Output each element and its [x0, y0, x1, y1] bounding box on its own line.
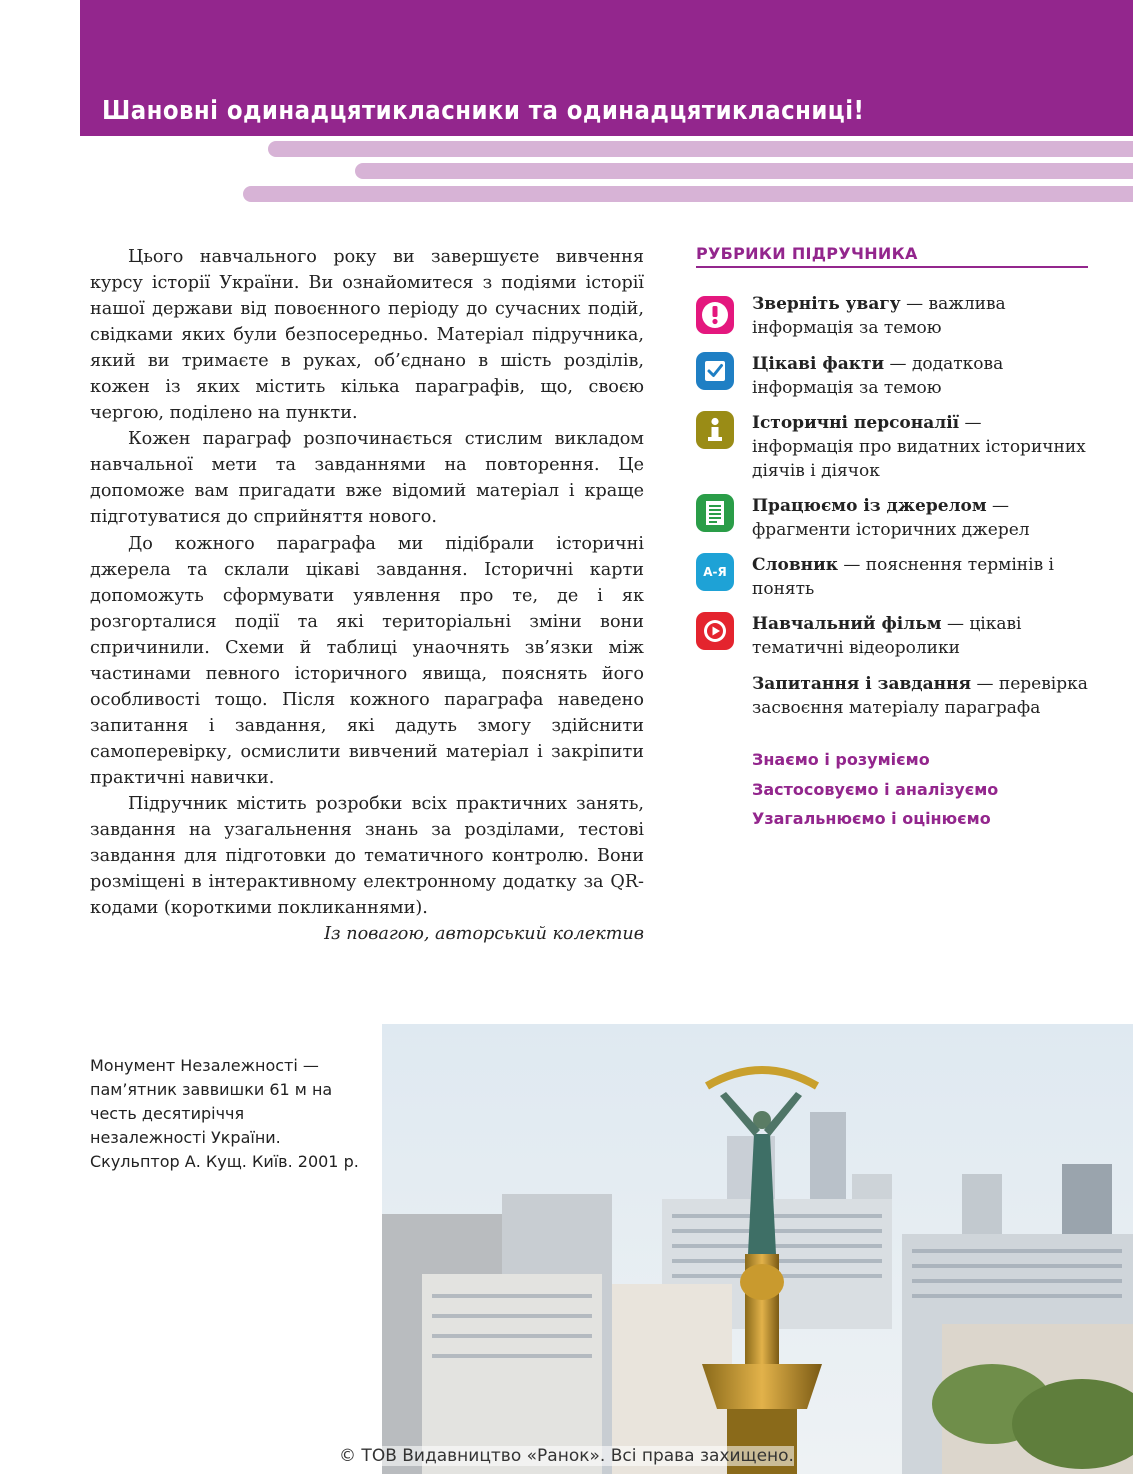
- intro-text: [90, 244, 644, 947]
- paragraph: Цього навчального року ви завершуєте вивчення курсу історії України. Ви ознайомитеся з подіями історії нашої держави від повоєнного періоду до сучасних подій, свідками яких були безпосередньо. Матеріал підручника, який ви тримаєте в руках, об’єднано в шість розділів, кожен із яких містить кілька параграфів, що, своєю чергою, поділено на пункти.: [90, 247, 644, 424]
- rubric-term: Запитання і завдання: [752, 674, 972, 694]
- page-title: Шановні одинадцятикласники та одинадцятикласниці!: [102, 96, 865, 126]
- rubric-term: Словник: [752, 555, 838, 575]
- dictionary-icon: А-Я: [696, 553, 734, 591]
- rubric-desc: — пояснення термінів і понять: [752, 555, 1054, 599]
- rubrics-panel: [696, 244, 1088, 828]
- paragraph: До кожного параграфа ми підібрали історичні джерела та склали цікаві завдання. Історичні карти допоможуть сформувати уявлення про те, де і як розгорталися події та які територіальні зміни вони спричинили. Схеми й таблиці унаочнять зв’язки між частинами певного історичного явища, пояснять його особливості тощо. Після кожного параграфа наведено запитання і завдання, які дадуть змогу здійснити самоперевірку, осмислити вивчений матеріал і закріпити практичні навички.: [90, 533, 644, 788]
- decorative-stripe: [355, 163, 1133, 179]
- copyright-footer: © ТОВ Видавництво «Ранок». Всі права захищено.: [339, 1446, 794, 1466]
- paragraph: Підручник містить розробки всіх практичних занять, завдання на узагальнення знань за розділами, тестові завдання для підготовки до тематичного контролю. Вони розміщені в інтерактивному електронному додатку за QR-кодами (короткими покликаннями).: [90, 793, 644, 919]
- rubric-desc: — інформація про видатних історичних діячів і діячок: [752, 413, 1086, 481]
- rubric-term: Історичні персоналії: [752, 413, 960, 433]
- signature: Із повагою, авторський колектив: [324, 924, 644, 945]
- exclamation-icon: [696, 296, 734, 334]
- rubric-desc: — додаткова інформація за темою: [752, 354, 1004, 398]
- rubric-desc: — фрагменти історичних джерел: [752, 496, 1030, 540]
- rubric-desc: — перевірка засвоєння матеріалу параграфа: [752, 674, 1088, 718]
- rubrics-title: РУБРИКИ ПІДРУЧНИКА: [696, 244, 1088, 268]
- decorative-stripe: [268, 141, 1133, 157]
- paragraph: Кожен параграф розпочинається стислим викладом навчальної мети та завданнями на повторення. Це допоможе вам пригадати вже відомий матеріал і краще підготуватися до сприйняття нового.: [90, 429, 644, 528]
- rubric-term: Цікаві факти: [752, 354, 885, 374]
- level-label: Знаємо і розуміємо: [752, 750, 930, 769]
- rubric-desc: — важлива інформація за темою: [752, 294, 1006, 338]
- monument-photo: [382, 1024, 1133, 1474]
- rubric-term: Зверніть увагу: [752, 294, 901, 314]
- level-label: Застосовуємо і аналізуємо: [752, 780, 999, 799]
- decorative-stripe: [243, 186, 1133, 202]
- rubric-term: Навчальний фільм: [752, 614, 942, 634]
- info-person-icon: [696, 411, 734, 449]
- photo-caption: Монумент Незалежності — пам’ятник заввишки 61 м на честь десятиріччя незалежності України. Скульптор А. Кущ. Київ. 2001 р.: [90, 1056, 359, 1171]
- document-icon: [696, 494, 734, 532]
- level-label: Узагальнюємо і оцінюємо: [752, 809, 991, 828]
- rubric-desc: — цікаві тематичні відеоролики: [752, 614, 1022, 658]
- play-icon: [696, 612, 734, 650]
- checkbox-icon: [696, 352, 734, 390]
- rubric-term: Працюємо із джерелом: [752, 496, 987, 516]
